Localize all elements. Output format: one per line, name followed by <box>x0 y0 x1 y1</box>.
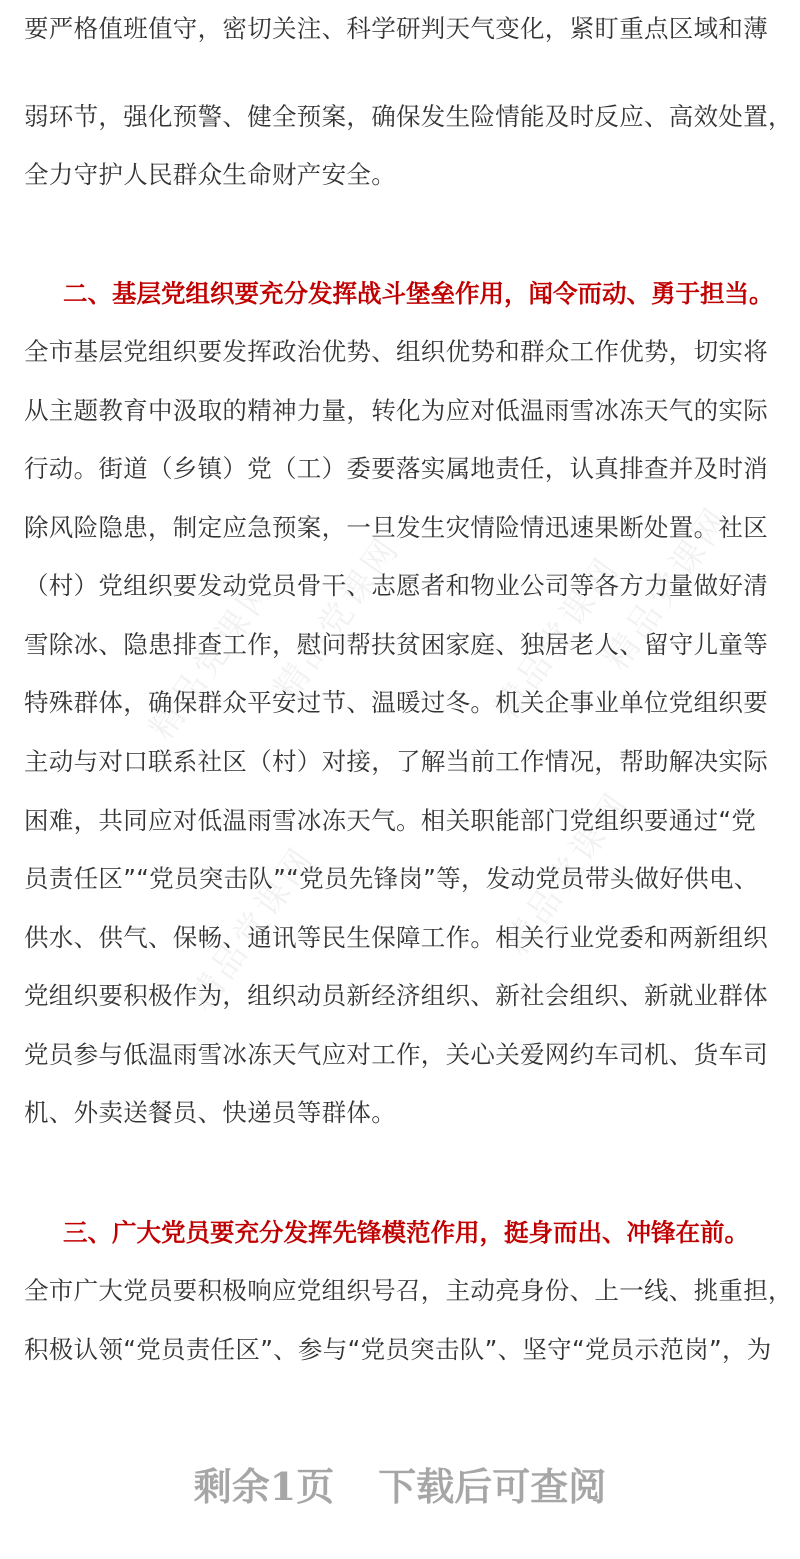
body-text-line: 雪除冰、隐患排查工作，慰问帮扶贫困家庭、独居老人、留守儿童等 <box>24 630 768 659</box>
watermark: 精品党课网 <box>486 548 629 728</box>
watermark: 精品党课网 <box>266 528 409 708</box>
body-text-line: 除风险隐患，制定应急预案，一旦发生灾情险情迅速果断处置。社区 <box>24 513 768 542</box>
body-text-line: 全市广大党员要积极响应党组织号召，主动亮身份、上一线、挑重担， <box>24 1276 793 1305</box>
body-text-line: （村）党组织要发动党员骨干、志愿者和物业公司等各方力量做好清 <box>24 571 768 600</box>
download-prompt[interactable] <box>0 1456 800 1511</box>
body-text-line: 员责任区”“党员突击队”“党员先锋岗”等，发动党员带头做好供电、 <box>24 864 759 893</box>
watermark: 精品党课网 <box>596 498 739 678</box>
body-text-line: 困难，共同应对低温雨雪冰冻天气。相关职能部门党组织要通过“党 <box>24 806 757 835</box>
body-text-line: 弱环节，强化预警、健全预案，确保发生险情能及时反应、高效处置， <box>24 102 793 131</box>
section-heading: 二、基层党组织要充分发挥战斗堡垒作用，闻令而动、勇于担当。 <box>63 279 774 308</box>
body-text-line: 全力守护人民群众生命财产安全。 <box>24 160 396 189</box>
body-text-line: 党组织要积极作为，组织动员新经济组织、新社会组织、新就业群体 <box>24 981 768 1010</box>
body-text-line: 要严格值班值守，密切关注、科学研判天气变化，紧盯重点区域和薄 <box>24 14 768 43</box>
watermark: 精品党课网 <box>181 838 324 1018</box>
body-text-line: 主动与对口联系社区（村）对接，了解当前工作情况，帮助解决实际 <box>24 747 768 776</box>
body-text-line: 特殊群体，确保群众平安过节、温暖过冬。机关企事业单位党组织要 <box>24 688 768 717</box>
body-text-line: 从主题教育中汲取的精神力量，转化为应对低温雨雪冰冻天气的实际 <box>24 396 768 425</box>
watermark: 精品党课网 <box>141 568 284 748</box>
body-text-line: 全市基层党组织要发挥政治优势、组织优势和群众工作优势，切实将 <box>24 337 768 366</box>
download-to-view-label: 下载后可查阅 <box>378 1464 607 1509</box>
remaining-pages-label: 剩余1页 <box>193 1464 335 1509</box>
body-text-line: 机、外卖送餐员、快递员等群体。 <box>24 1098 396 1127</box>
body-text-line: 积极认领“党员责任区”、参与“党员突击队”、坚守“党员示范岗”，为 <box>24 1335 772 1364</box>
watermark: 精品党课网 <box>496 783 639 963</box>
body-text-line: 供水、供气、保畅、通讯等民生保障工作。相关行业党委和两新组织 <box>24 923 768 952</box>
section-heading: 三、广大党员要充分发挥先锋模范作用，挺身而出、冲锋在前。 <box>63 1218 749 1247</box>
body-text-line: 行动。街道（乡镇）党（工）委要落实属地责任，认真排查并及时消 <box>24 454 768 483</box>
body-text-line: 党员参与低温雨雪冰冻天气应对工作，关心关爱网约车司机、货车司 <box>24 1040 768 1069</box>
